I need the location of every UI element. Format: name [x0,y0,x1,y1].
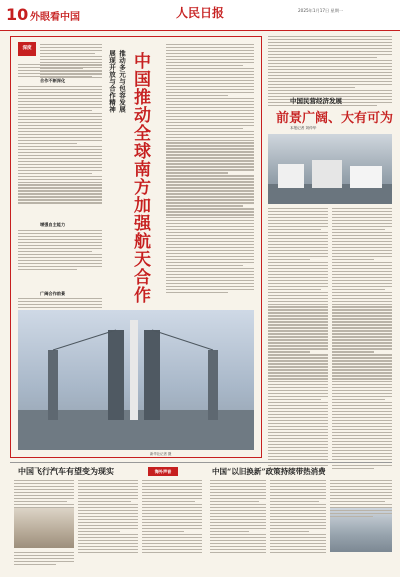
lead-story-tag: 深度 [18,42,36,56]
bottom-right-col-1 [210,480,266,553]
masthead [0,0,400,31]
date-line: 2025年1月17日 星期一 [298,8,344,13]
bottom-right-title: 中国“以旧换新”政策持续带热消费 [212,467,326,476]
lead-column-2 [166,44,254,293]
lead-subtitle-1: 展现开放与合作精神 [108,50,116,113]
section-title: 外眼看中国 [30,12,80,23]
subhead-3: 广阔合作前景 [40,291,66,296]
bottom-left-col-3 [142,480,202,553]
bottom-left-photo [14,508,74,548]
section-divider [10,462,392,463]
right-feature-photo [268,134,392,204]
right-feature-byline: 本报记者 刘仲华 [290,126,317,130]
right-body-col-2 [332,208,392,469]
bottom-right-col-3 [330,480,392,517]
bottom-right-col-2 [270,480,326,553]
subhead-1: 合作不断深化 [40,78,66,83]
bottom-left-col-2 [78,480,138,553]
bottom-left-col-1b [14,552,74,565]
lead-story-photo [18,310,254,450]
subhead-2: 增强自主能力 [40,222,66,227]
lead-headline: 中国推动全球南方加强航天合作 [130,52,150,304]
lead-subtitle-2: 推动多元与包容发展 [118,50,126,113]
factory-illustration [268,134,392,204]
lead-photo-caption: 新华社记者 摄 [150,452,172,456]
lead-column-1b [18,64,102,77]
paper-name: 人民日报 [176,6,225,20]
page-number: 10 [6,5,29,24]
lead-column-1c [18,86,102,204]
bottom-left-tag: 海外声音 [148,467,178,476]
launch-tower-illustration [18,310,254,450]
right-feature-title: 中国民营经济发展 [290,97,342,105]
right-body-col-1 [268,208,328,469]
lead-column-1d [18,230,102,270]
right-feature-subtitle: 前景广阔、大有可为 [276,111,394,126]
bottom-left-title: 中国飞行汽车有望变为现实 [18,466,114,476]
